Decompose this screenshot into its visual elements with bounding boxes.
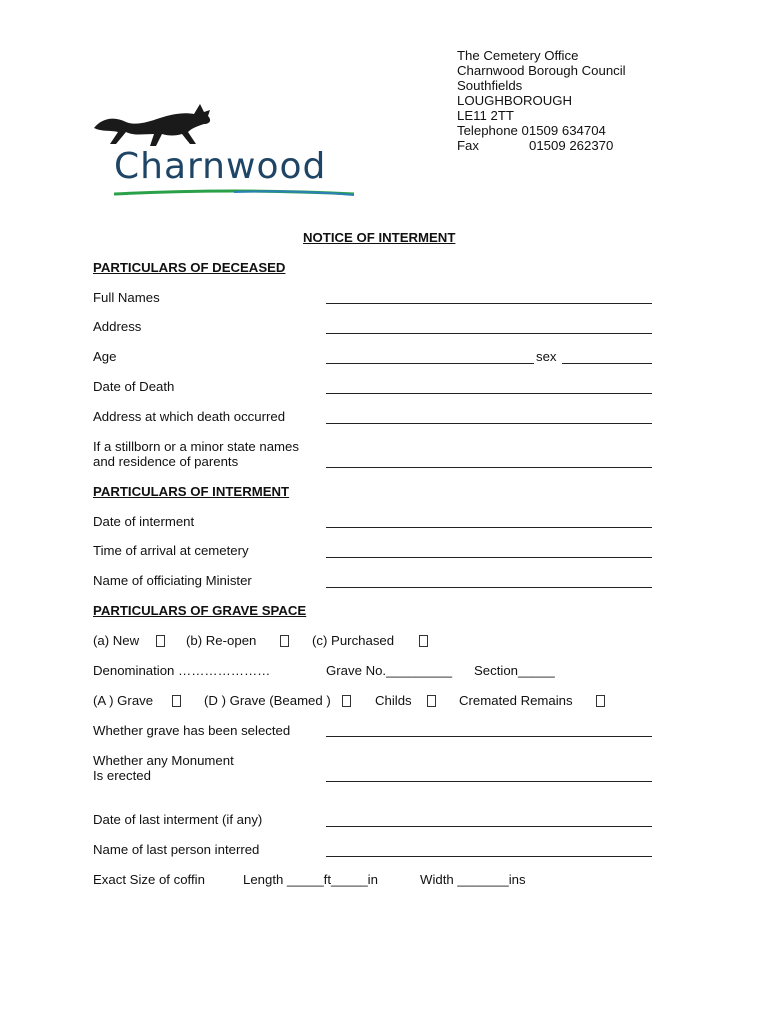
label-date-interment: Date of interment — [93, 514, 195, 529]
section-heading-grave: PARTICULARS OF GRAVE SPACE — [93, 603, 307, 618]
grave-selected-field[interactable] — [326, 736, 652, 737]
label-minister: Name of officiating Minister — [93, 573, 252, 588]
new-checkbox[interactable] — [156, 635, 165, 647]
option-new — [93, 633, 139, 648]
label-coffin-size: Exact Size of coffin — [93, 872, 205, 887]
label-address: Address — [93, 319, 142, 334]
sex-field[interactable] — [562, 363, 652, 364]
label-address-death: Address at which death occurred — [93, 409, 286, 424]
purchased-checkbox[interactable] — [419, 635, 428, 647]
brand-name: Charnwood — [114, 146, 327, 187]
page-title: NOTICE OF INTERMENT — [303, 230, 456, 245]
address-line: LOUGHBOROUGH — [457, 93, 573, 108]
charnwood-logo — [92, 100, 362, 200]
address-death-field[interactable] — [326, 423, 652, 424]
full-names-field[interactable] — [326, 303, 652, 304]
last-person-field[interactable] — [326, 856, 652, 857]
option-new-label: (a) New — [93, 633, 140, 648]
label-monument-line1: Whether any Monument — [93, 753, 234, 768]
label-last-person: Name of last person interred — [93, 842, 260, 857]
label-age: Age — [93, 349, 117, 364]
label-grave-d: (D ) Grave (Beamed ) — [204, 693, 331, 708]
fax-line — [457, 138, 626, 153]
parents-field[interactable] — [326, 467, 652, 468]
address-line: Southfields — [457, 78, 523, 93]
brand-swoosh — [114, 188, 354, 198]
label-childs: Childs — [375, 693, 412, 708]
date-interment-field[interactable] — [326, 527, 652, 528]
fax-number: 01509 262370 — [529, 138, 614, 153]
section-heading-deceased: PARTICULARS OF DECEASED — [93, 260, 286, 275]
fax-label: Fax — [457, 138, 479, 153]
telephone-number: 01509 634704 — [521, 123, 606, 138]
label-stillborn-line2: and residence of parents — [93, 454, 239, 469]
time-arrival-field[interactable] — [326, 557, 652, 558]
label-stillborn-line1: If a stillborn or a minor state names — [93, 439, 299, 454]
address-line: The Cemetery Office — [457, 48, 579, 63]
label-section: Section_____ — [474, 663, 555, 678]
last-interment-date-field[interactable] — [326, 826, 652, 827]
coffin-length-field[interactable]: Length _____ft_____in — [243, 872, 378, 887]
label-grave-selected: Whether grave has been selected — [93, 723, 291, 738]
label-sex: sex — [536, 349, 557, 364]
address-line: LE11 2TT — [457, 108, 514, 123]
minister-field[interactable] — [326, 587, 652, 588]
address-line: Charnwood Borough Council — [457, 63, 626, 78]
grave-a-checkbox[interactable] — [172, 695, 181, 707]
address-field[interactable] — [326, 333, 652, 334]
label-last-interment-date: Date of last interment (if any) — [93, 812, 263, 827]
coffin-width-field[interactable]: Width _______ins — [420, 872, 526, 887]
label-grave-no: Grave No._________ — [326, 663, 453, 678]
section-heading-interment: PARTICULARS OF INTERMENT — [93, 484, 290, 499]
age-field[interactable] — [326, 363, 534, 364]
option-purchased-label: (c) Purchased — [312, 633, 395, 648]
label-date-of-death: Date of Death — [93, 379, 175, 394]
office-address — [457, 48, 626, 153]
label-full-names: Full Names — [93, 290, 160, 305]
telephone-line — [457, 123, 626, 138]
fox-icon — [92, 100, 222, 152]
label-denomination: Denomination ………………… — [93, 663, 271, 678]
telephone-label: Telephone — [457, 123, 518, 138]
reopen-checkbox[interactable] — [280, 635, 289, 647]
childs-checkbox[interactable] — [427, 695, 436, 707]
date-of-death-field[interactable] — [326, 393, 652, 394]
monument-field[interactable] — [326, 781, 652, 782]
cremated-checkbox[interactable] — [596, 695, 605, 707]
label-grave-a: (A ) Grave — [93, 693, 154, 708]
option-reopen — [186, 633, 256, 648]
label-time-arrival: Time of arrival at cemetery — [93, 543, 249, 558]
option-purchased — [312, 633, 394, 648]
option-reopen-label: (b) Re-open — [186, 633, 257, 648]
label-monument-line2: Is erected — [93, 768, 151, 783]
label-cremated: Cremated Remains — [459, 693, 573, 708]
grave-d-checkbox[interactable] — [342, 695, 351, 707]
